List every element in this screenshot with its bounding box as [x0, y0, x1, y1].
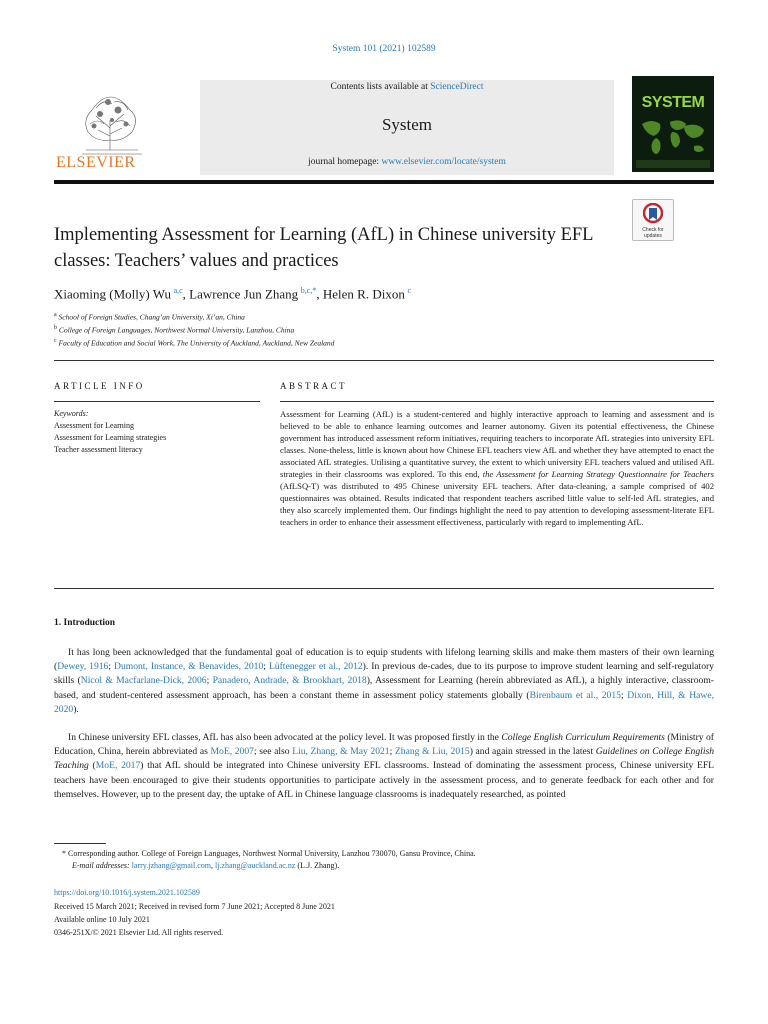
keywords-block: [54, 408, 260, 456]
check-for-updates-button[interactable]: [632, 199, 674, 241]
abstract-bottom-rule: [54, 588, 714, 589]
cover-title: SYSTEM: [641, 94, 705, 111]
doi-link[interactable]: https://doi.org/10.1016/j.system.2021.102589: [54, 888, 200, 897]
author-affiliation-marker[interactable]: c: [407, 286, 411, 295]
affiliation-key: b: [54, 325, 57, 331]
citation-link[interactable]: MoE, 2017: [95, 760, 141, 772]
author-name[interactable]: Helen R. Dixon: [322, 286, 405, 302]
keyword-item: Teacher assessment literacy: [54, 445, 143, 454]
email-suffix: (L.J. Zhang).: [295, 861, 340, 870]
email-link[interactable]: lj.zhang@auckland.ac.nz: [214, 861, 296, 870]
homepage-prefix: journal homepage:: [308, 157, 382, 167]
check-updates-label: Check for updates: [642, 227, 664, 239]
affiliation-text: College of Foreign Languages, Northwest Normal University, Lanzhou, China: [58, 325, 295, 335]
author-affiliation-marker[interactable]: b,c,*: [300, 286, 317, 295]
corresponding-author-note: * Corresponding author. College of Foreign Languages, Northwest Normal University, Lanzhou 730070, Gansu Province, China.: [62, 849, 476, 858]
intro-paragraph-1: It has long been acknowledged that the fundamental goal of education is to equip students with lifelong learning skills and make them masters of their own learning (Dewey, 1916; Dumont, Instance, & Benavides, 2010; Lüftenegger et al., 2012). In previous de-cades, due to its purpose to improve student learning and self-regulatory skills (Nicol & Macfarlane-Dick, 2006; Panadero, Andrade, & Brookhart, 2018), Assessment for Learning (herein abbreviated as AfL), a highly interactive, classroom-based, and student-centered assessment approach, has been a constant theme in assessment policy statements globally (Birenbaum et al., 2015; Dixon, Hill, & Hawe, 2020).: [54, 647, 714, 715]
email-separator: ,: [210, 861, 215, 870]
email-label: E-mail addresses:: [72, 861, 132, 870]
citation-link[interactable]: Zhang & Liu, 2015: [394, 746, 470, 758]
keyword-item: Assessment for Learning strategies: [54, 433, 167, 442]
abstract-questionnaire-title: the Assessment for Learning Strategy Questionnaire for Teachers: [482, 469, 714, 480]
homepage-line: [200, 157, 614, 167]
check-updates-icon: [643, 203, 663, 225]
article-info-heading: ARTICLE INFO: [54, 381, 145, 391]
journal-cover-image[interactable]: [632, 76, 714, 172]
abstract-part: (AfLSQ-T) was distributed to 495 Chinese university EFL teachers. After data-cleaning, a sample comprised of 402 questionnaires was obtained. Results indicated that respondent teachers ascribed little value to self-led AfL strategies, and they also scarcely implemented them. Our findings highlight the need to pay attention to developing assessment-literate EFL teachers in order to enhance their assessment effectiveness, particularly with regard to implementing AfL.: [280, 481, 714, 528]
citation-link[interactable]: Dewey, 1916: [57, 661, 109, 673]
article-info-rule: [54, 401, 260, 402]
homepage-link[interactable]: www.elsevier.com/locate/system: [381, 157, 506, 167]
affiliation-b: [54, 325, 294, 335]
citation-link[interactable]: Dumont, Instance, & Benavides, 2010: [114, 661, 264, 673]
header-rule: [54, 180, 714, 184]
author-name[interactable]: Lawrence Jun Zhang: [189, 286, 299, 302]
email-link[interactable]: larry.jzhang@gmail.com: [131, 861, 211, 870]
introduction-heading: 1. Introduction: [54, 618, 116, 628]
journal-name: System: [381, 115, 433, 134]
available-online-date: Available online 10 July 2021: [54, 915, 150, 924]
received-dates: Received 15 March 2021; Received in revised form 7 June 2021; Accepted 8 June 2021: [54, 902, 335, 911]
copyright-line: 0346-251X/© 2021 Elsevier Ltd. All rights reserved.: [54, 928, 224, 937]
citation-link[interactable]: Panadero, Andrade, & Brookhart, 2018: [212, 675, 367, 687]
italic-title: Guidelines on College English Teaching: [54, 746, 715, 772]
citation-link[interactable]: Birenbaum et al., 2015: [529, 689, 621, 701]
affiliation-a: [54, 312, 245, 322]
footnote-rule: [54, 843, 106, 844]
journal-citation[interactable]: System 101 (2021) 102589: [332, 44, 436, 54]
author-name[interactable]: Xiaoming (Molly) Wu: [54, 286, 171, 302]
abstract-text: [280, 408, 714, 528]
affiliation-key: c: [54, 338, 57, 344]
author-affiliation-marker[interactable]: a,c: [173, 286, 183, 295]
author-list: Xiaoming (Molly) Wu $^{a,c}$, Lawrence Jun Zhang $^{b,c,*}$, Helen R. Dixon $^c$: [54, 286, 411, 302]
email-note: [72, 860, 339, 872]
citation-link[interactable]: MoE, 2007: [210, 746, 254, 758]
cover-map-graphic: [636, 114, 710, 168]
citation-link[interactable]: Nicol & Macfarlane-Dick, 2006: [80, 675, 207, 687]
intro-paragraph-2: In Chinese university EFL classes, AfL has also been advocated at the policy level. It was proposed firstly in the College English Curriculum Requirements (Ministry of Education, China, herein abbreviated as MoE, 2007; see also Liu, Zhang, & May 2021; Zhang & Liu, 2015) and again stressed in the latest Guidelines on College English Teaching (MoE, 2017) that AfL should be integrated into Chinese university EFL classrooms. Instead of dominating the assessment process, Chinese university EFL teachers have been encouraged to give their students opportunities to participate actively in the assessment process, and to generate feedback for each other and for themselves. However, up to the present day, the uptake of AfL in Chinese language classrooms is inadequately researched, as pointed: [54, 732, 715, 800]
keywords-label: Keywords:: [54, 409, 89, 418]
abstract-part: Assessment for Learning (AfL) is a student-centered and highly interactive approach to learning and assessment and is believed to be able to enhance learning outcomes and learner autonomy. Given its potential effectiveness, the Chinese government has introduced assessment reform initiatives, requiring teachers to incorporate AfL strategies into university EFL classes. None-theless, little is known about how Chinese EFL teachers view AfL and whether they have attempted to enact the associated AfL strategies. Utilising a quantitative survey, the extent to which university EFL teachers valued and utilised AfL strategies in their classrooms was explored. To this end,: [280, 409, 714, 480]
citation-link[interactable]: Liu, Zhang, & May 2021: [292, 746, 390, 758]
section-divider: [54, 360, 714, 361]
affiliation-text: Faculty of Education and Social Work, The University of Auckland, Auckland, New Zealand: [58, 338, 335, 348]
paper-title: Implementing Assessment for Learning (AfL) in Chinese university EFL classes: Teachers’ values and practices: [54, 225, 593, 271]
contents-prefix: Contents lists available at: [330, 82, 431, 92]
citation-link[interactable]: Dixon, Hill, & Hawe, 2020: [54, 689, 714, 715]
affiliation-c: [54, 338, 334, 348]
sciencedirect-link[interactable]: ScienceDirect: [430, 82, 484, 92]
contents-line: [200, 82, 614, 92]
keyword-item: Assessment for Learning: [54, 421, 134, 430]
abstract-heading: ABSTRACT: [280, 381, 348, 391]
italic-title: College English Curriculum Requirements: [501, 732, 665, 743]
affiliation-text: School of Foreign Studies, Chang’an University, Xi’an, China: [58, 312, 245, 322]
elsevier-wordmark: ELSEVIER: [56, 154, 136, 171]
citation-link[interactable]: Lüftenegger et al., 2012: [268, 661, 363, 673]
affiliation-key: a: [54, 312, 57, 318]
abstract-rule: [280, 401, 714, 402]
